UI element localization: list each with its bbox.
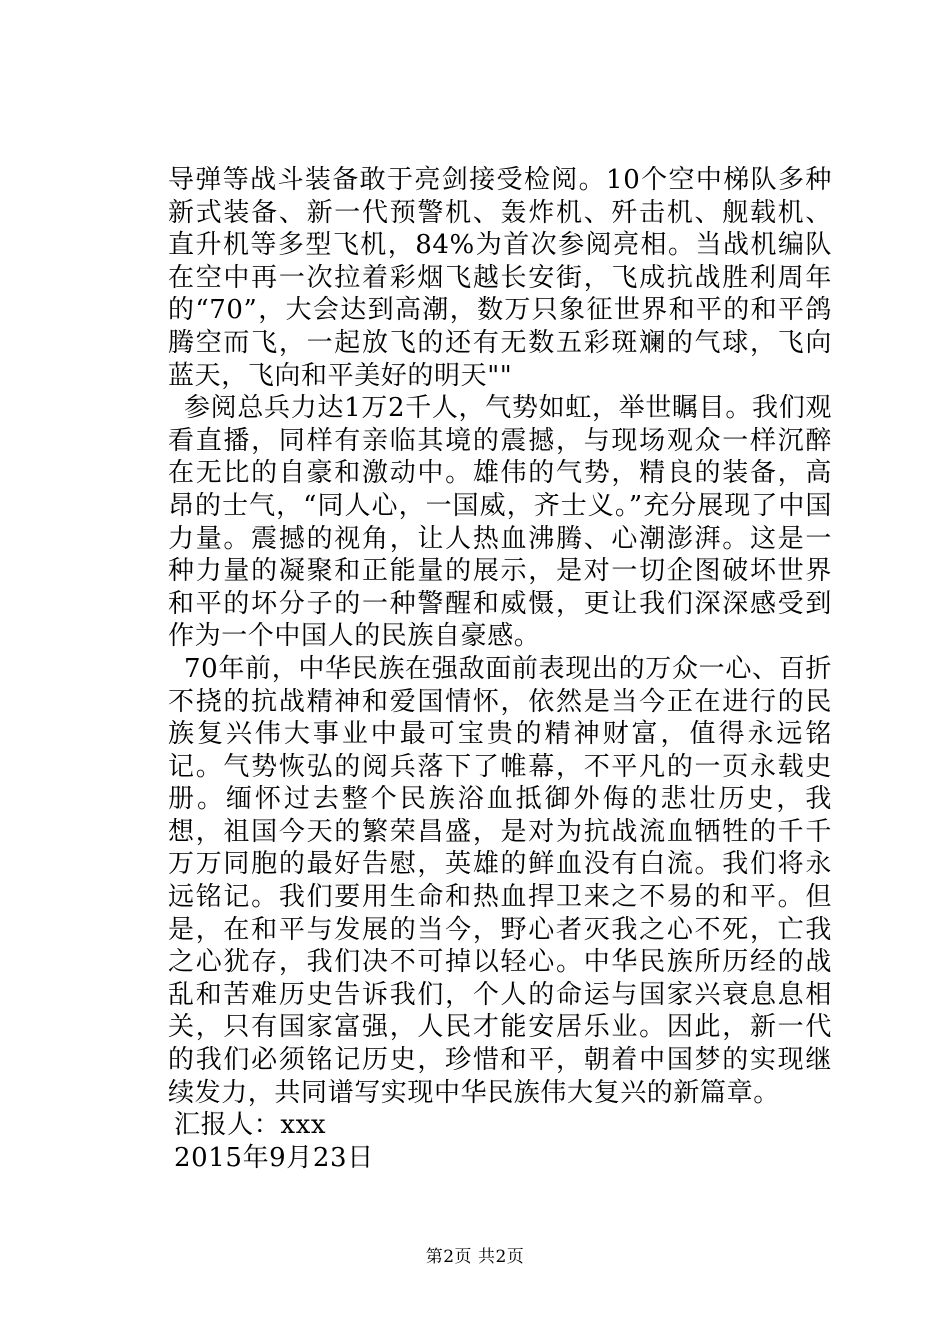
- page-footer: 第2页 共2页: [425, 1247, 525, 1267]
- date-line: 2015年9月23日: [174, 1142, 374, 1173]
- reporter-line: 汇报人：xxx: [174, 1110, 327, 1141]
- paragraph-2: 参阅总兵力达1万2千人，气势如虹，举世瞩目。我们观看直播，同样有亲临其境的震撼，与现场观众一样沉醉在无比的自豪和激动中。雄伟的气势，精良的装备，高昂的士气，“同人心，一国威，齐士义。”充分展现了中国力量。震撼的视角，让人热血沸腾、心潮澎湃。这是一种力量的凝聚和正能量的展示，是对一切企图破坏世界和平的坏分子的一种警醒和威慑，更让我们深深感受到作为一个中国人的民族自豪感。: [168, 393, 832, 652]
- paragraph-1: 导弹等战斗装备敢于亮剑接受检阅。10个空中梯队多种新式装备、新一代预警机、轰炸机、歼击机、舰载机、直升机等多型飞机，84%为首次参阅亮相。当战机编队在空中再一次拉着彩烟飞越长安街，飞成抗战胜利周年的“70”，大会达到高潮，数万只象征世界和平的和平鸽腾空而飞，一起放飞的还有无数五彩斑斓的气球，飞向蓝天，飞向和平美好的明天"": [168, 165, 832, 391]
- paragraph-3: 70年前，中华民族在强敌面前表现出的万众一心、百折不挠的抗战精神和爱国情怀，依然是当今正在进行的民族复兴伟大事业中最可宝贵的精神财富，值得永远铭记。气势恢弘的阅兵落下了帷幕，不平凡的一页永载史册。缅怀过去整个民族浴血抵御外侮的悲壮历史，我想，祖国今天的繁荣昌盛，是对为抗战流血牺牲的千千万万同胞的最好告慰，英雄的鲜血没有白流。我们将永远铭记。我们要用生命和热血捍卫来之不易的和平。但是，在和平与发展的当今，野心者灭我之心不死，亡我之心犹存，我们决不可掉以轻心。中华民族所历经的战乱和苦难历史告诉我们，个人的命运与国家兴衰息息相关，只有国家富强，人民才能安居乐业。因此，新一代的我们必须铭记历史，珍惜和平，朝着中国梦的实现继续发力，共同谱写实现中华民族伟大复兴的新篇章。: [168, 653, 832, 1108]
- document-body: [168, 164, 832, 1174]
